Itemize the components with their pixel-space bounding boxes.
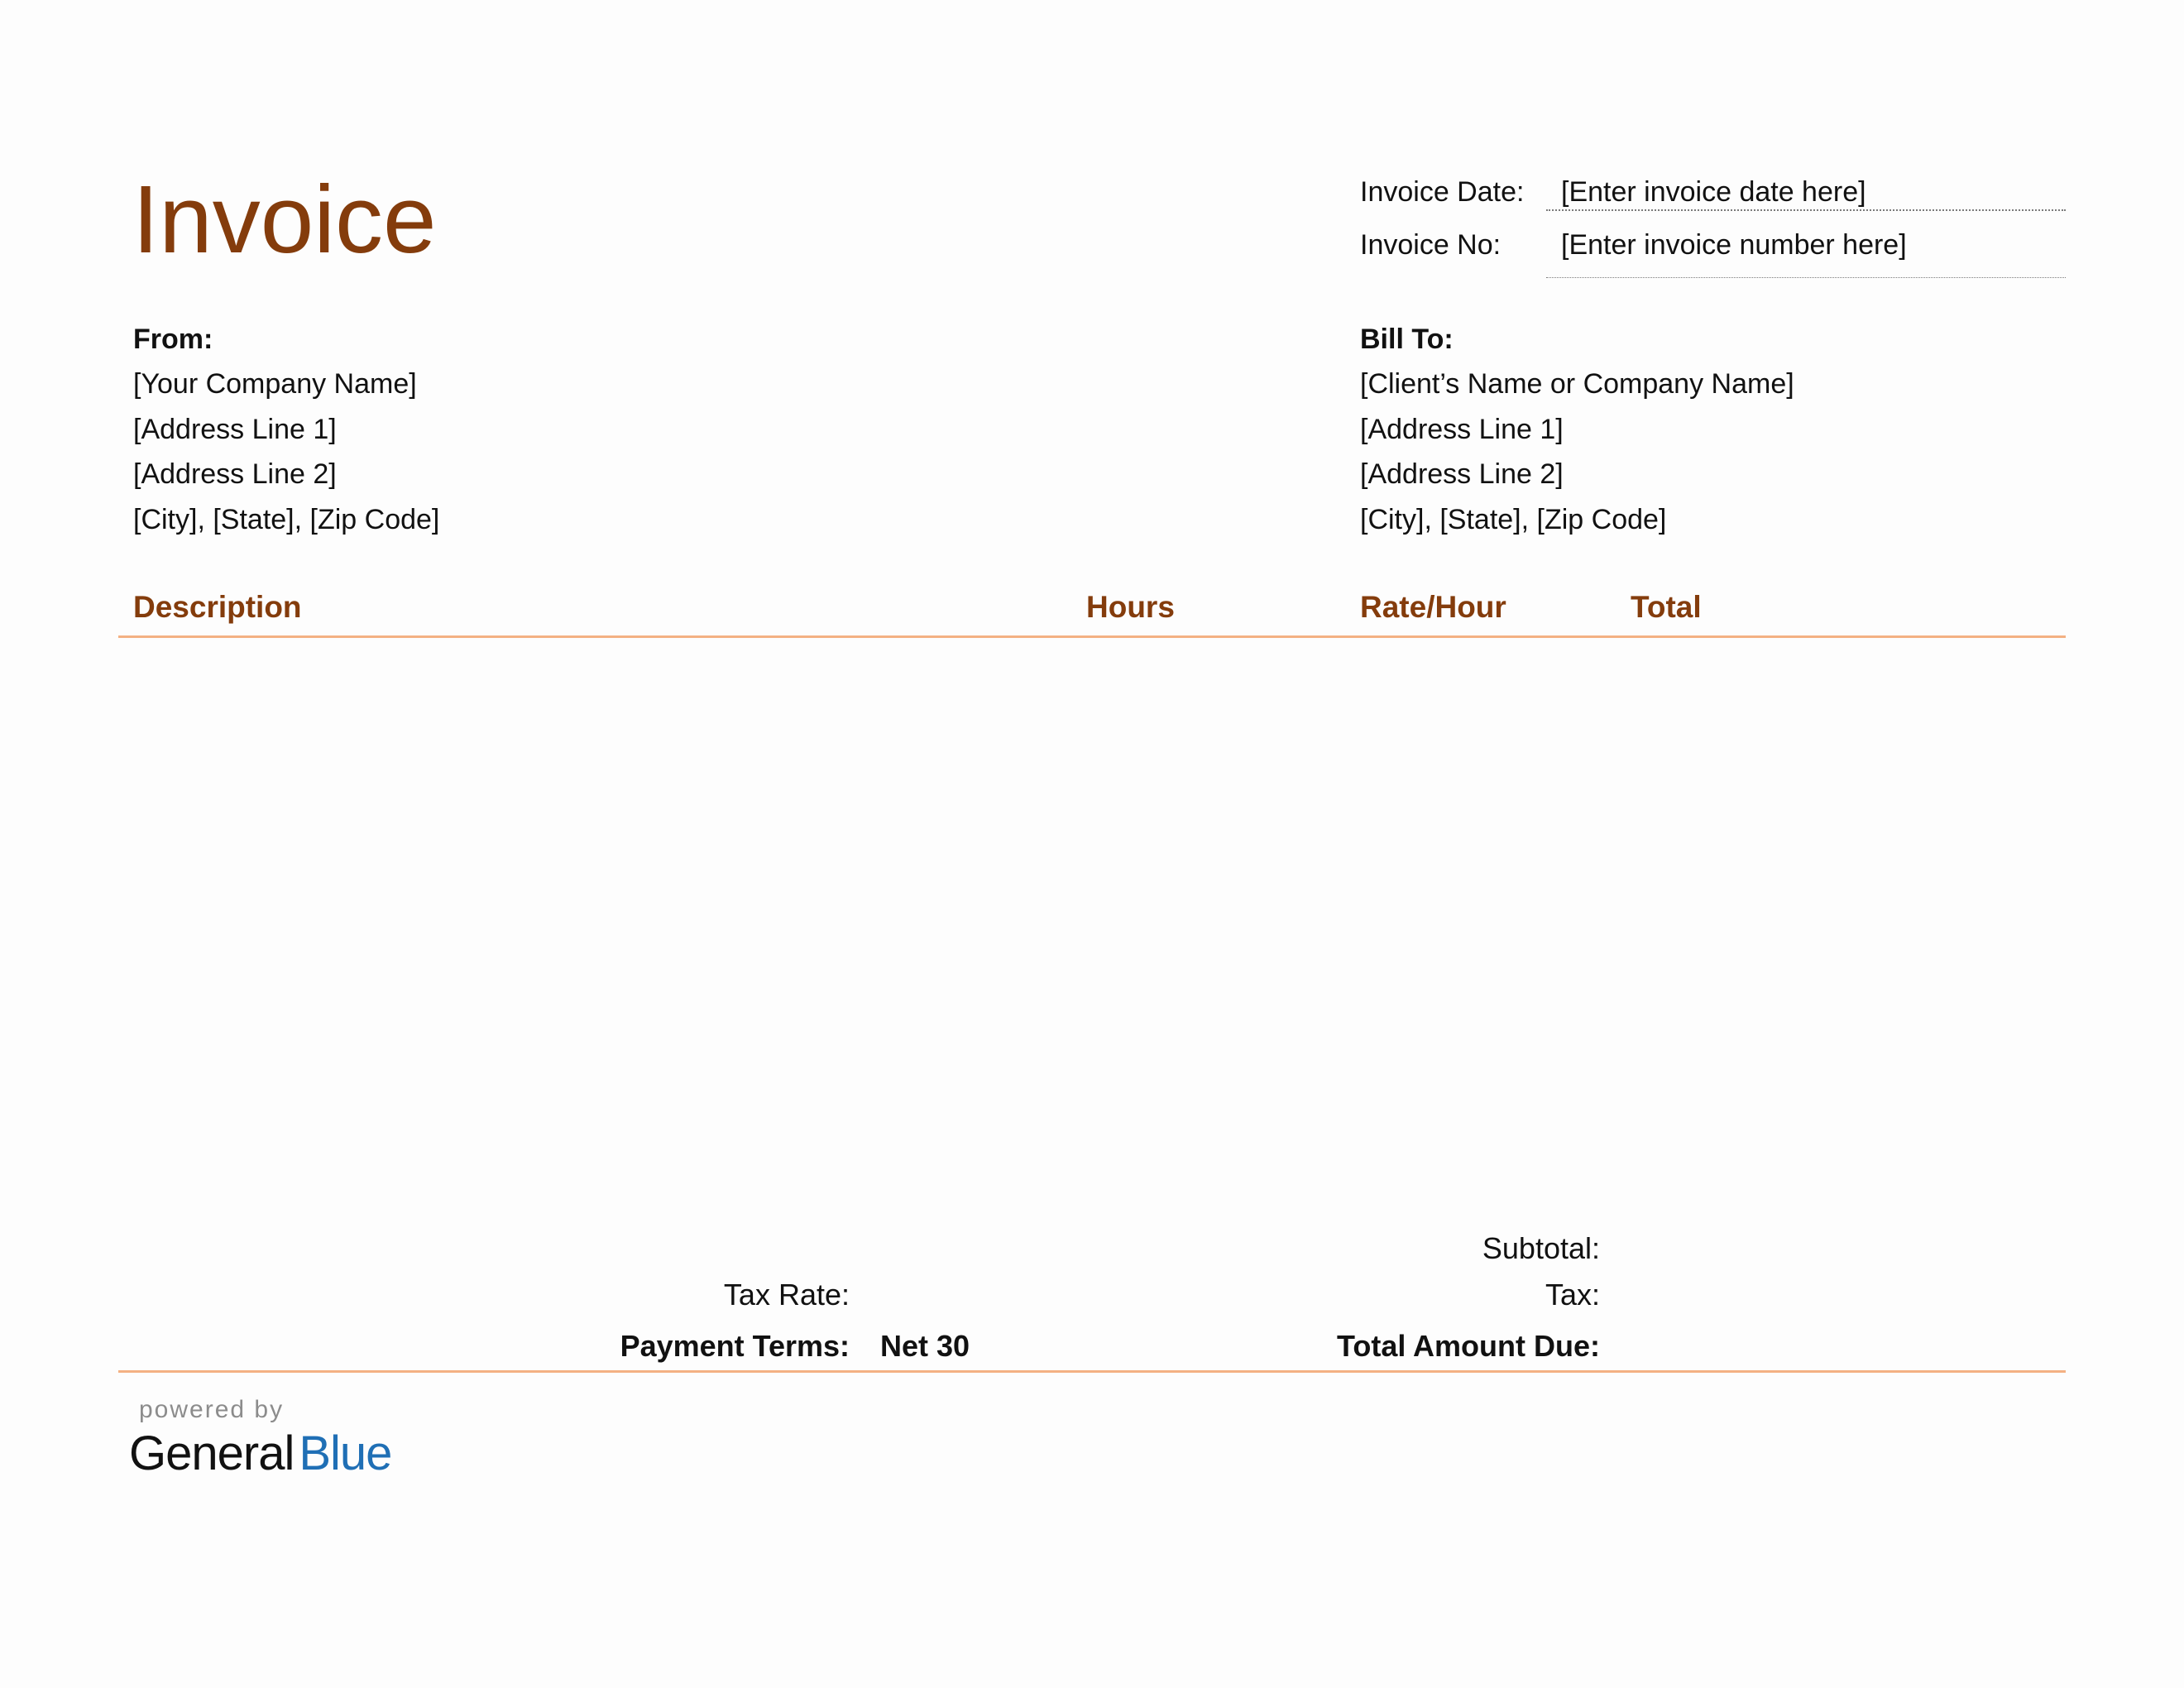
bill-to-address-line-2[interactable]: [Address Line 2] [1360, 458, 1564, 490]
invoice-date-underline [1546, 209, 2066, 211]
bill-to-city-state-zip[interactable]: [City], [State], [Zip Code] [1360, 504, 1667, 535]
tax-rate-label: Tax Rate: [723, 1278, 850, 1312]
invoice-title: Invoice [132, 165, 437, 273]
total-amount-due-label: Total Amount Due: [1337, 1329, 1600, 1363]
payment-terms-label: Payment Terms: [620, 1329, 850, 1363]
invoice-number-field[interactable]: [Enter invoice number here] [1561, 229, 1907, 261]
table-header-divider [118, 635, 2066, 638]
subtotal-label: Subtotal: [1482, 1231, 1600, 1265]
summary-divider [118, 1370, 2066, 1373]
column-header-rate-hour: Rate/Hour [1360, 590, 1506, 624]
column-header-hours: Hours [1086, 590, 1175, 624]
column-header-total: Total [1631, 590, 1702, 624]
from-address-line-2[interactable]: [Address Line 2] [133, 458, 337, 490]
invoice-number-underline [1546, 277, 2066, 278]
payment-terms-value[interactable]: Net 30 [880, 1329, 970, 1363]
bill-to-client-name[interactable]: [Client’s Name or Company Name] [1360, 368, 1794, 400]
logo-text-general: General [129, 1427, 295, 1480]
bill-to-address-line-1[interactable]: [Address Line 1] [1360, 414, 1564, 445]
invoice-date-label: Invoice Date: [1360, 176, 1525, 208]
logo-text-blue: Blue [299, 1427, 392, 1480]
bill-to-heading: Bill To: [1360, 324, 1454, 355]
invoice-number-label: Invoice No: [1360, 229, 1502, 261]
generalblue-logo[interactable] [129, 1425, 391, 1483]
from-company-name[interactable]: [Your Company Name] [133, 368, 417, 400]
powered-by-text: powered by [139, 1396, 285, 1423]
tax-label: Tax: [1545, 1278, 1600, 1312]
invoice-date-field[interactable]: [Enter invoice date here] [1561, 176, 1866, 208]
line-items-body[interactable] [118, 639, 2066, 1218]
from-city-state-zip[interactable]: [City], [State], [Zip Code] [133, 504, 440, 535]
from-heading: From: [133, 324, 213, 355]
from-address-line-1[interactable]: [Address Line 1] [133, 414, 337, 445]
column-header-description: Description [133, 590, 302, 624]
